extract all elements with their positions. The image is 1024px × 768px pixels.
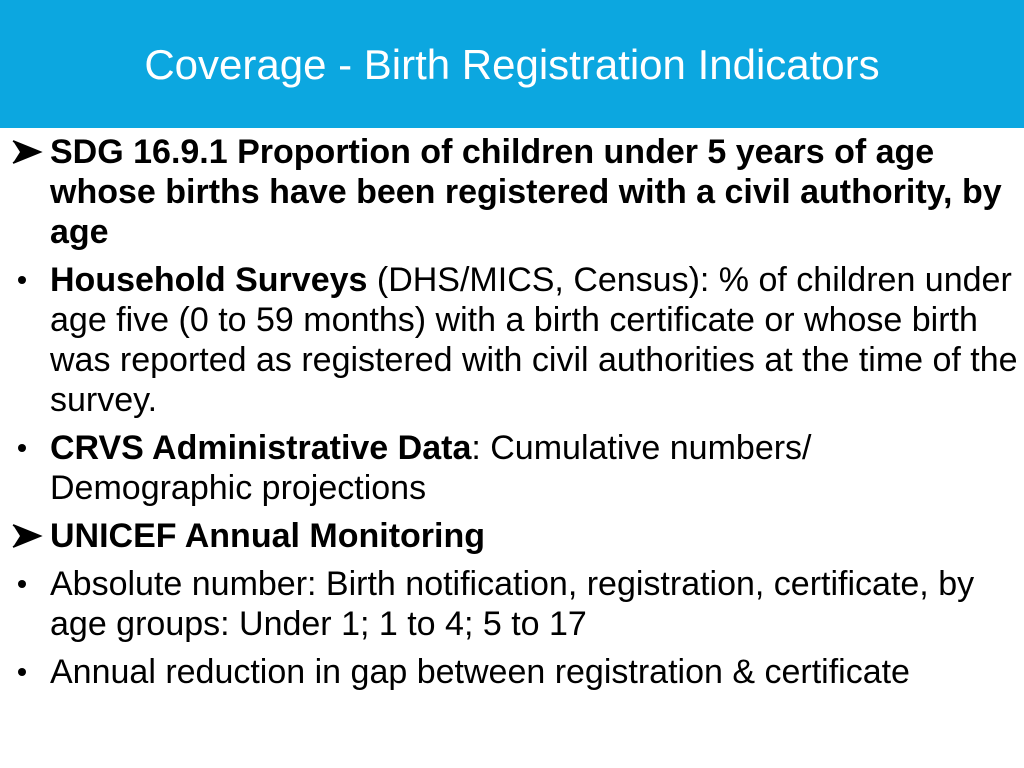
bullet-item-household bbox=[10, 260, 1018, 420]
bullet-dot-icon bbox=[10, 652, 46, 692]
bullet-dot-icon bbox=[10, 564, 46, 604]
bullet-lead: UNICEF Annual Monitoring bbox=[50, 517, 486, 555]
bullet-item-absolute bbox=[10, 564, 1018, 644]
bullet-rest: (DHS/MICS, Census): % of children under age five (0 to 59 months) with a birth certificate or whose birth was reported as registered with civil authorities at the time of the survey. bbox=[50, 261, 1018, 419]
title-band bbox=[0, 0, 1024, 128]
bullet-text bbox=[50, 516, 1018, 556]
bullet-text bbox=[50, 260, 1018, 420]
arrow-bullet-icon bbox=[10, 516, 46, 556]
bullet-rest: : Cumulative numbers/ Demographic projections bbox=[50, 429, 812, 507]
arrow-bullet-icon bbox=[10, 132, 46, 172]
bullet-text: Absolute number: Birth notification, registration, certificate, by age groups: Under 1; 1 to 4; 5 to 17 bbox=[50, 565, 975, 643]
bullet-dot-icon bbox=[10, 260, 46, 300]
bullet-lead: SDG 16.9.1 Proportion of children under 5 years of age whose births have been registered with a civil authority, by age bbox=[50, 133, 1002, 251]
bullet-list bbox=[10, 132, 1018, 692]
bullet-lead: Household Surveys bbox=[50, 261, 368, 299]
bullet-lead: CRVS Administrative Data bbox=[50, 429, 472, 467]
bullet-text bbox=[50, 428, 1018, 508]
bullet-text: Annual reduction in gap between registration & certificate bbox=[50, 653, 910, 691]
arrow-item-sdg bbox=[10, 132, 1018, 252]
bullet-item-reduction bbox=[10, 652, 1018, 692]
slide-title: Coverage - Birth Registration Indicators bbox=[144, 41, 880, 88]
arrow-item-unicef bbox=[10, 516, 1018, 556]
bullet-dot-icon bbox=[10, 428, 46, 468]
bullet-text bbox=[50, 132, 1018, 252]
bullet-item-crvs bbox=[10, 428, 1018, 508]
